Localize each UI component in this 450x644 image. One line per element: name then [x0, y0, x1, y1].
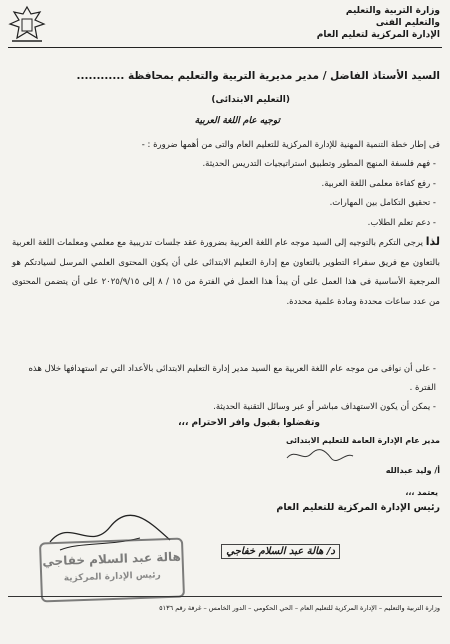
approval-label: يعتمد ،،، — [405, 488, 438, 497]
egypt-eagle-emblem-icon — [6, 4, 48, 44]
subtitle-primary: (التعليم الابتدائى) — [211, 95, 290, 105]
goals-list — [202, 155, 436, 233]
list-item: - دعم تعلم الطلاب. — [202, 214, 436, 234]
ministry-line2: والتعليم الفنى — [375, 18, 440, 28]
stamp-line2: رئيس الإدارة المركزية — [63, 570, 161, 584]
closing-line: وتفضلوا بقبول وافر الاحترام ،،، — [178, 418, 320, 428]
handwritten-signature — [285, 446, 355, 464]
header-divider — [8, 47, 442, 48]
footer-divider — [8, 596, 442, 597]
list-item: - تحقيق التكامل بين المهارات. — [202, 194, 436, 214]
ministry-header — [280, 5, 440, 41]
list-item: - يمكن أن يكون الاستهداف مباشر أو عبر وسائل التقنية الحديثة. — [12, 398, 436, 417]
list-item: - فهم فلسفة المنهج المطور وتطبيق استراتيجيات التدريس الحديثة. — [202, 155, 436, 175]
footer-address: وزارة التربية والتعليم – الإدارة المركزية للتعليم العام – الحي الحكومي – الدور الخامس – غرفة رقم ٥١٣٦ — [159, 604, 440, 612]
para-body: يرجى التكرم بالتوجيه إلى السيد موجه عام اللغة العربية بضرورة عقد جلسات تدريبية مع معلمي ومعلمات اللغة العربية بالتعاون مع فريق سفراء التطوير بالتعاون مع إدارة التعليم الابتدائى على أن يكون المحتوى العلمي المرسل لسيادتكم هو المرجعية الأساسية فى هذا العمل على أن يبدأ هذا العمل في الفترة من ١٥ / ٨ إلى ٢٠٢٥/٩/١٥ على أن يتضمن المحتوى من عدد ساعات محددة ومادة علمية محددة. — [12, 238, 440, 307]
stamp-line1: هالة عبد السلام خفاجي — [42, 549, 182, 569]
list-item: - رفع كفاءة معلمى اللغة العربية. — [202, 175, 436, 195]
list-item: - على أن نوافى من موجه عام اللغة العربية مع السيد مدير إدارة التعليم الابتدائى بالأعداد التي تم استهدافها خلال هذه الفترة . — [12, 360, 436, 398]
subtitle-department: توجيه عام اللغة العربية — [194, 116, 280, 126]
chief-title: رئيس الإدارة المركزية للتعليم العام — [276, 502, 440, 513]
official-stamp — [39, 538, 185, 603]
chief-name: د/ هالة عبد السلام خفاجي — [221, 544, 340, 559]
conditions-list — [12, 360, 436, 417]
director-name: أ/ وليد عبدالله — [385, 466, 440, 475]
main-paragraph — [12, 232, 440, 312]
ministry-line3: الإدارة المركزية لتعليم العام — [316, 30, 440, 40]
recipient-title: السيد الأستاذ الفاضل / مدير مديرية التربية والتعليم بمحافظة ............ — [76, 70, 440, 82]
director-title: مدير عام الإدارة العامة للتعليم الابتدائى — [285, 436, 440, 445]
para-lead: لذا — [425, 235, 440, 248]
intro-paragraph: فى إطار خطة التنمية المهنية للإدارة المركزية للتعليم العام والتى من أهمها ضرورة : - — [141, 140, 440, 150]
ministry-line1: وزارة التربية والتعليم — [345, 6, 440, 16]
